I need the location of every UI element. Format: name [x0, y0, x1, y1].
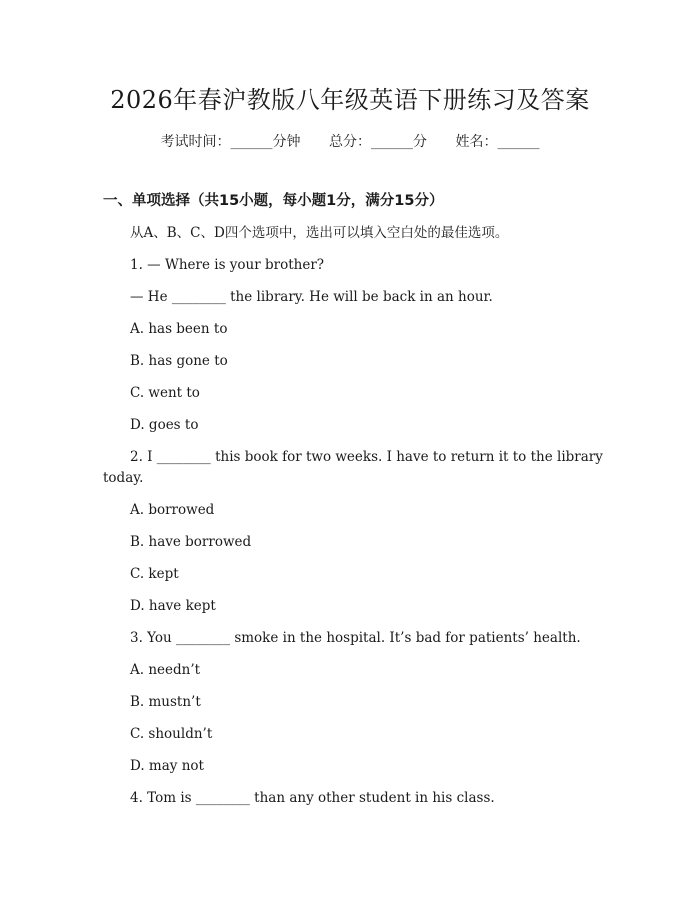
question-1-stem-1: 1. — Where is your brother? — [130, 257, 325, 273]
exam-meta — [0, 131, 700, 151]
exam-time: 考试时间：______分钟 — [160, 134, 301, 150]
question-2-stem: 2. I ________ this book for two weeks. I have to return it to the library today. — [103, 449, 608, 486]
question-1-option-a: A. has been to — [130, 321, 228, 337]
question-2-option-b: B. have borrowed — [130, 534, 252, 550]
page-title: 2026年春沪教版八年级英语下册练习及答案 — [110, 86, 590, 114]
question-3-option-c: C. shouldn’t — [130, 726, 213, 742]
question-1-stem-2: — He ________ the library. He will be back in an hour. — [130, 289, 493, 305]
question-3-option-a: A. needn’t — [130, 662, 201, 678]
question-2-option-c: C. kept — [130, 566, 179, 582]
student-name: 姓名：______ — [455, 134, 540, 150]
question-3-option-b: B. mustn’t — [130, 694, 201, 710]
question-1-option-d: D. goes to — [130, 417, 199, 433]
section-instruction: 从A、B、C、D四个选项中，选出可以填入空白处的最佳选项。 — [130, 225, 509, 241]
section-heading: 一、单项选择（共15小题，每小题1分，满分15分） — [103, 193, 444, 209]
question-content — [103, 190, 608, 809]
question-2-option-a: A. borrowed — [130, 502, 215, 518]
question-3-option-d: D. may not — [130, 758, 204, 774]
question-1-option-b: B. has gone to — [130, 353, 228, 369]
exam-score: 总分：______分 — [329, 134, 427, 150]
question-4-stem: 4. Tom is ________ than any other student in his class. — [130, 790, 495, 806]
question-1-option-c: C. went to — [130, 385, 200, 401]
question-3-stem: 3. You ________ smoke in the hospital. It’s bad for patients’ health. — [130, 630, 581, 646]
question-2-option-d: D. have kept — [130, 598, 216, 614]
